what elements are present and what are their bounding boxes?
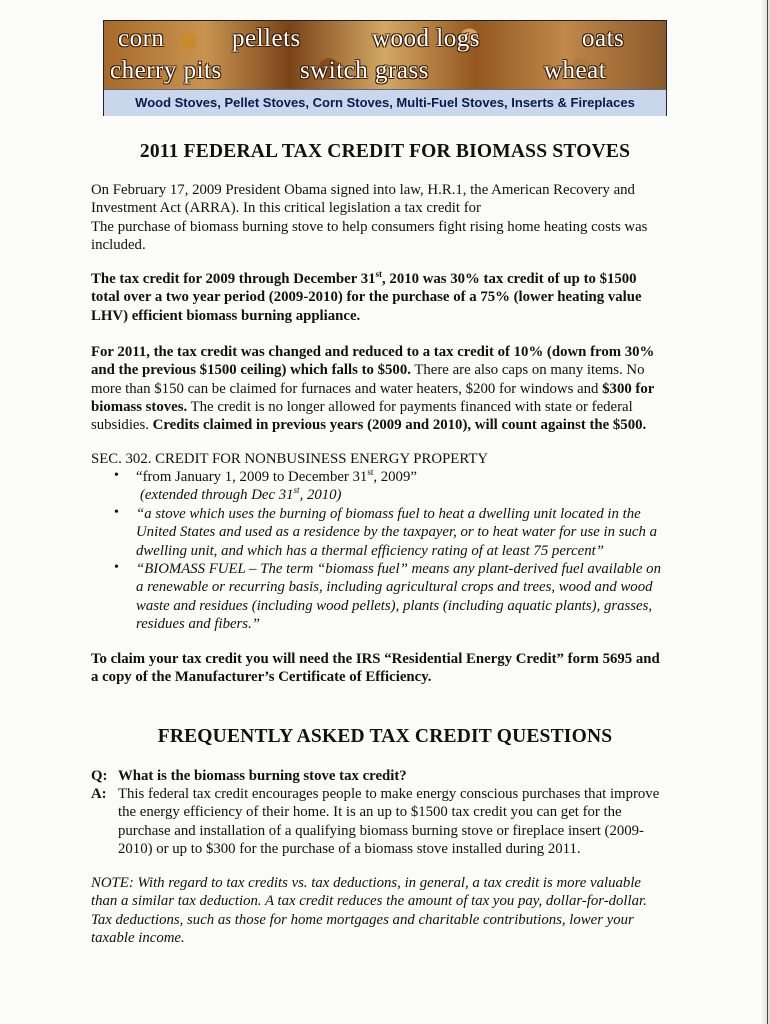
bullet-icon: •	[114, 505, 119, 520]
text: “from January 1, 2009 to December 31	[136, 469, 368, 485]
bullet-line: “a stove which uses the burning of biomass fuel to heat a dwelling unit located in the	[136, 506, 641, 522]
text: , 2010 was 30% tax credit of up to $1500	[382, 271, 637, 287]
paragraph-line	[91, 361, 671, 379]
intro-line: The purchase of biomass burning stove to help consumers fight rising home heating costs was	[91, 218, 648, 235]
text: biomass stoves.	[91, 398, 188, 415]
banner-caption: Wood Stoves, Pellet Stoves, Corn Stoves, Multi-Fuel Stoves, Inserts & Fireplaces	[104, 89, 666, 116]
answer-line: the energy efficiency of their home. It is an up to $1500 tax credit you can get for the	[118, 804, 622, 821]
text: $300 for	[602, 380, 655, 397]
credit-2011-paragraph	[91, 343, 671, 434]
text: Credits claimed in previous years (2009 and 2010), will count against the $500.	[152, 417, 647, 434]
bullet-item-biomass-fuel	[136, 560, 676, 633]
intro-line: Investment Act (ARRA). In this critical legislation a tax credit for	[91, 200, 481, 217]
bullet-line: a renewable or recurring basis, including agricultural crops and trees, wood and wood	[136, 579, 653, 596]
text: more than $150 can be claimed for furnaces and water heaters, $200 for windows and	[91, 380, 603, 397]
bullet-item-stove-definition	[136, 505, 676, 560]
paragraph-line: LHV) efficient biomass burning appliance.	[91, 307, 361, 324]
answer-line: purchase and installation of a qualifying biomass burning stove or fireplace insert (2009-	[118, 822, 644, 839]
bullet-item-dates	[136, 468, 676, 505]
bullet-icon: •	[114, 560, 119, 575]
banner-tile-pellets: pellets	[232, 25, 301, 52]
paragraph-line: total over a two year period (2009-2010) for the purchase of a 75% (lower heating value	[91, 289, 642, 306]
banner-tile-switch-grass: switch grass	[300, 57, 429, 84]
answer-line: 2010) or up to $300 for the purchase of a biomass stove installed during 2011.	[118, 840, 581, 857]
banner-tile-oats: oats	[582, 25, 625, 52]
note-paragraph	[91, 874, 671, 947]
bullet-icon: •	[114, 468, 119, 483]
header-banner	[103, 20, 667, 116]
bullet-line	[136, 468, 676, 486]
note-line: than a similar tax deduction. A tax credit reduces the amount of tax you pay, dollar-for-dollar.	[91, 893, 647, 910]
credit-2009-paragraph	[91, 270, 671, 325]
answer-label: A:	[91, 786, 107, 802]
claim-paragraph	[91, 650, 671, 687]
note-line: taxable income.	[91, 929, 185, 946]
bullet-line: dwelling unit, and which has a thermal efficiency rating of at least 75 percent”	[136, 542, 604, 559]
question-label: Q:	[91, 768, 108, 784]
sec302-heading: SEC. 302. CREDIT FOR NONBUSINESS ENERGY PROPERTY	[91, 451, 489, 467]
banner-tile-wood-logs: wood logs	[372, 25, 480, 52]
page-title: 2011 FEDERAL TAX CREDIT FOR BIOMASS STOVES	[139, 141, 631, 162]
text: , 2009”	[373, 469, 417, 485]
text: subsidies.	[91, 417, 153, 434]
superscript: st	[375, 269, 383, 280]
text: The tax credit for 2009 through December 31	[91, 271, 376, 287]
paragraph-line: To claim your tax credit you will need the IRS “Residential Energy Credit” form 5695 and	[91, 651, 660, 667]
text: The credit is no longer allowed for payments financed with state or federal	[187, 398, 633, 415]
text: There are also caps on many items. No	[410, 362, 645, 379]
text: , 2010)	[299, 487, 342, 504]
bullet-line: “BIOMASS FUEL – The term “biomass fuel” means any plant-derived fuel available on	[136, 561, 661, 577]
paragraph-line	[91, 270, 671, 288]
question-text: What is the biomass burning stove tax credit?	[118, 768, 407, 784]
note-line: NOTE: With regard to tax credits vs. tax deductions, in general, a tax credit is more valuable	[91, 875, 641, 891]
banner-tile-corn: corn	[118, 25, 165, 52]
bullet-line	[136, 486, 676, 504]
paragraph-line: a copy of the Manufacturer’s Certificate of Efficiency.	[91, 669, 432, 686]
paragraph-line	[91, 398, 671, 416]
paragraph-line	[91, 380, 671, 398]
paragraph-line	[91, 416, 671, 434]
intro-line: included.	[91, 236, 146, 253]
answer-line: This federal tax credit encourages people to make energy conscious purchases that improve	[118, 786, 660, 802]
paragraph-line: For 2011, the tax credit was changed and reduced to a tax credit of 10% (down from 30%	[91, 344, 655, 360]
intro-paragraph	[91, 181, 671, 254]
fuel-photo-collage	[104, 21, 666, 89]
bullet-line: residues and fibers.”	[136, 615, 260, 632]
superscript: st	[367, 467, 374, 478]
note-line: Tax deductions, such as those for home mortgages and charitable contributions, lower your	[91, 911, 634, 928]
text: (extended through Dec 31	[140, 487, 294, 504]
superscript: st	[293, 485, 300, 496]
banner-tile-wheat: wheat	[544, 57, 607, 84]
bullet-line: waste and residues (including wood pellets), plants (including aquatic plants), grasses,	[136, 597, 653, 614]
bullet-line: United States and used as a residence by the taxpayer, or to heat water for use in such a	[136, 524, 657, 541]
banner-tile-cherry-pits: cherry pits	[110, 57, 222, 84]
intro-line: On February 17, 2009 President Obama signed into law, H.R.1, the American Recovery and	[91, 182, 635, 198]
faq-title: FREQUENTLY ASKED TAX CREDIT QUESTIONS	[157, 726, 613, 747]
answer-text	[118, 785, 678, 858]
text: and the previous $1500 ceiling) which falls to $500.	[91, 362, 411, 379]
